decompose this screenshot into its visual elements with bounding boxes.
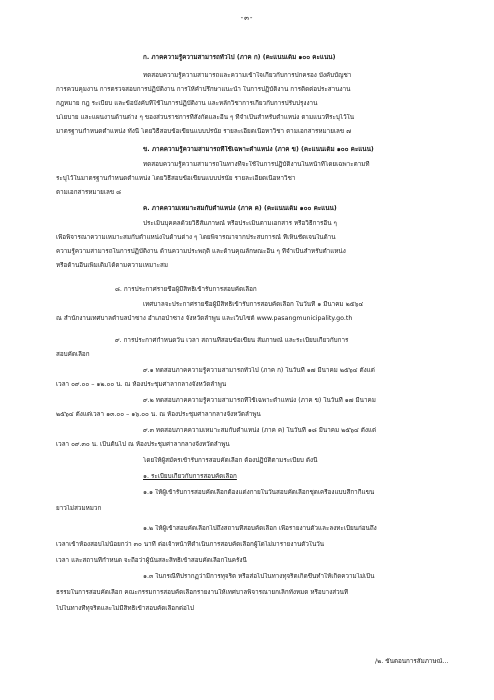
text-line: ๑. ระเบียบเกี่ยวกับการสอบคัดเลือก [143,473,237,480]
text-line: สอบคัดเลือก [56,351,90,358]
text-line: การควบคุมงาน การตรวจสอบการปฏิบัติงาน การให้คำปรึกษาแนะนำ ในการปฏิบัติงาน การติดต่อประสานงาน [56,86,351,93]
text-line: ๒๕๖๔ ตั้งแต่เวลา ๑๓.๐๐ – ๑๖.๐๐ น. ณ ห้องประชุมศาลากลางจังหวัดลำพูน [56,411,261,418]
text-line: มาตรฐานกำหนดตำแหน่ง ทั้งนี้ โดยวิธีสอบข้อเขียนแบบปรนัย รายละเอียดเนื้อหาวิชา ตามเอกสารหมายเลข ๗ [56,128,351,135]
text-line: ข. ภาคความรู้ความสามารถที่ใช้เฉพาะตำแหน่ง (ภาค ข) (คะแนนเต็ม ๑๐๐ คะแนน) [143,146,374,153]
text-line: เวลา ๐๙.๓๐ น. เป็นต้นไป ณ ห้องประชุมศาลากลางจังหวัดลำพูน [56,441,230,448]
text-line: ยาวไม่สวมหมวก [56,505,102,512]
text-line: /๒. ขั้นตอนการสัมภาษณ์... [375,658,449,665]
text-line: ระบุไว้ในมาตรฐานกำหนดตำแหน่ง โดยวิธีสอบข้อเขียนแบบปรนัย รายละเอียดเนื้อหาวิชา [56,175,296,182]
text-line: ทดสอบความรู้ความสามารถและความเข้าใจเกี่ยวกับการปกครอง บังคับบัญชา [143,72,352,79]
text-line: เทศบาลจะประกาศรายชื่อผู้มีสิทธิเข้ารับการสอบคัดเลือก ในวันที่ ๑ มีนาคม ๒๕๖๔ [143,301,364,308]
text-line: ๙. การประกาศกำหนดวัน เวลา สถานที่สอบข้อเขียน สัมภาษณ์ และระเบียบเกี่ยวกับการ [115,337,349,344]
text-line: ประเมินบุคคลด้วยวิธีสัมภาษณ์ หรือประเมินตามเอกสาร หรือวิธีการอื่น ๆ [143,220,337,227]
text-line: เวลา และสถานที่กำหนด จะถือว่าผู้นั้นสละสิทธิเข้าสอบคัดเลือกในครั้งนี้ [56,557,247,564]
page-number: -๓- [240,14,254,22]
text-line: ตามเอกสารหมายเลข ๘ [56,189,121,196]
text-line: ๑.๑ ให้ผู้เข้ารับการสอบคัดเลือกต้องแต่งกายในวันสอบคัดเลือกชุดเครื่องแบบสีกากีแขน [143,489,375,496]
text-line: เวลาเข้าห้องสอบไม่น้อยกว่า ๓๐ นาที ต่อเจ้าหน้าที่ดำเนินการสอบคัดเลือกผู้ใดไม่มารายงานตัวในวัน [56,541,325,548]
text-line: ๑.๒ ให้ผู้เข้าสอบคัดเลือกไปถึงสถานที่สอบคัดเลือก เพื่อรายงานตัวและลงทะเบียนก่อนถึง [143,525,377,532]
text-line: เวลา ๐๙.๐๐ – ๑๒.๐๐ น. ณ ห้องประชุมศาลากลางจังหวัดลำพูน [56,381,227,388]
text-line: ๘. การประกาศรายชื่อผู้มีสิทธิเข้ารับการสอบคัดเลือก [115,286,257,293]
text-line: ก. ภาคความรู้ความสามารถทั่วไป (ภาค ก) (คะแนนเต็ม ๑๐๐ คะแนน) [143,54,336,61]
text-line: เพื่อพิจารณาความเหมาะสมกับตำแหน่งในด้านต่าง ๆ โดยพิจารณาจากประสบการณ์ ที่เห็นชัดเจนในด้าน [56,234,336,241]
text-line: ค. ภาคความเหมาะสมกับตำแหน่ง (ภาค ค) (คะแนนเต็ม ๑๐๐ คะแนน) [143,205,337,212]
text-line: หรือด้านอื่นเพิ่มเติมได้ตามความเหมาะสม [56,262,169,269]
text-line: ไปในทางที่ทุจริตและไม่มีสิทธิเข้าสอบคัดเลือกต่อไป [56,605,194,612]
text-line: ๑.๓ ในกรณีที่ปรากฏว่ามีการทุจริต หรือส่อไปในทางทุจริตเกิดขึ้นทำให้เกิดความไม่เป็น [143,573,375,580]
text-line: ณ สำนักงานเทศบาลตำบลป่าซาง อำเภอป่าซาง จังหวัดลำพูน และเว็บไซต์ www.pasangmunicipality.go.th [56,315,353,322]
text-line: ความรู้ความสามารถในการปฏิบัติงาน ด้านความประพฤติ และด้านคุณลักษณะอื่น ๆ ที่จำเป็นสำหรับตำแหน่ง [56,248,346,255]
text-line: ๙.๑ ทดสอบภาคความรู้ความสามารถทั่วไป (ภาค ก) ในวันที่ ๑๗ มีนาคม ๒๕๖๔ ตั้งแต่ [143,367,375,374]
text-line: โดยให้ผู้สมัครเข้ารับการสอบคัดเลือก ต้องปฏิบัติตามระเบียบ ดังนี้ [143,457,318,464]
text-line: ธรรมในการสอบคัดเลือก คณะกรรมการสอบคัดเลือกรายงานให้เทศบาลพิจารณายกเลิกทั้งหมด หรือบางส่วนที่ [56,589,349,596]
text-line: ๙.๓ ทดสอบภาคความเหมาะสมกับตำแหน่ง (ภาค ค) ในวันที่ ๑๘ มีนาคม ๒๕๖๔ ตั้งแต่ [143,427,377,434]
text-line: นโยบาย และแผนงานด้านต่าง ๆ ของส่วนราชการที่สังกัดและอื่น ๆ ที่จำเป็นสำหรับตำแหน่ง ตามแนวที่ระบุไว้ใน [56,114,355,121]
text-line: ๙.๒ ทดสอบภาคความรู้ความสามารถที่ใช้เฉพาะตำแหน่ง (ภาค ข) ในวันที่ ๑๗ มีนาคม [143,397,376,404]
text-line: กฎหมาย กฎ ระเบียบ และข้อบังคับที่ใช้ในการปฏิบัติงาน และหลักวิชาการเกี่ยวกับการปรับปรุงงาน [56,100,318,107]
text-line: ทดสอบความรู้ความสามารถในทางที่จะใช้ในการปฏิบัติงานในหน้าที่โดยเฉพาะตามที่ [143,161,370,168]
